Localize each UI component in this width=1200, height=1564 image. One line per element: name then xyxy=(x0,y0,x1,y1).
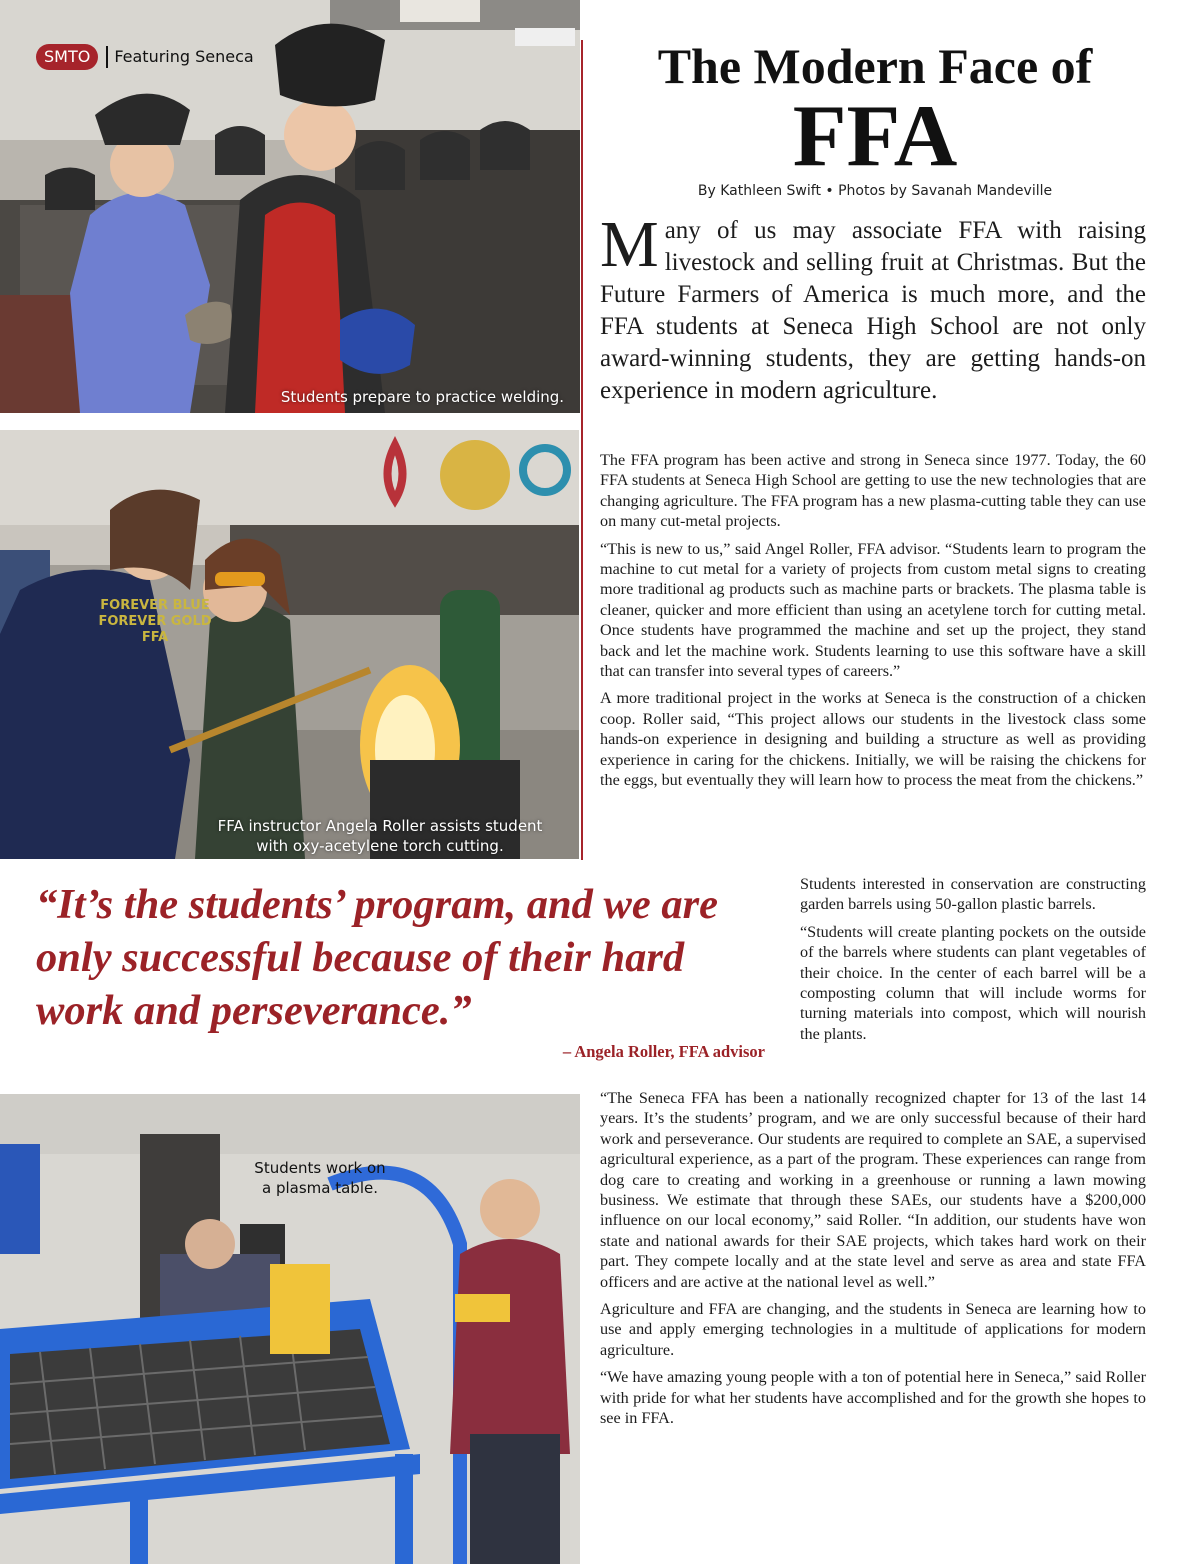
caption-plasma-line1: Students work on xyxy=(254,1159,386,1177)
body-paragraph: “Students will create planting pockets on the outside of the barrels where students can plant vegetables of their choice. In the center of each barrel will be a composting column that will include worms for turning materials into compost, which will nourish the plants. xyxy=(800,922,1146,1043)
body-paragraph: Agriculture and FFA are changing, and the students in Seneca are learning how to use and apply emerging technologies in a multitude of applications for modern agriculture. xyxy=(600,1300,1146,1359)
article-title-line2: FFA xyxy=(792,88,958,185)
body-column-bottom xyxy=(600,1088,1146,1436)
body-column-middle xyxy=(800,874,1146,1051)
section-header xyxy=(36,44,254,70)
photo-torch-cutting xyxy=(0,430,579,859)
column-divider xyxy=(581,40,583,860)
caption-plasma xyxy=(240,1158,400,1198)
article-byline: By Kathleen Swift • Photos by Savanah Mandeville xyxy=(697,183,1053,199)
sweatshirt-print xyxy=(85,598,225,646)
sweatshirt-line2: FOREVER GOLD xyxy=(98,614,212,629)
body-paragraph: The FFA program has been active and strong in Seneca since 1977. Today, the 60 FFA students at Seneca High School are getting to use the new technologies that are changing agriculture. The FFA program has a new plasma-cutting table they can use on many cut-metal projects. xyxy=(600,451,1146,531)
sweatshirt-line1: FOREVER BLUE xyxy=(100,598,210,613)
body-paragraph: A more traditional project in the works at Seneca is the construction of a chicken coop. Roller said, “This project allows our students in the livestock class some hands-on experience in designing and building a structure as well as providing experience in caring for the chickens. Initially, we will be raising the chickens for the eggs, but eventually they will learn how to process the meat from the chickens.” xyxy=(600,689,1146,790)
lead-paragraph xyxy=(600,208,1146,407)
publication-badge: SMTO xyxy=(36,44,98,70)
caption-plasma-line2: a plasma table. xyxy=(262,1179,378,1197)
body-column-top xyxy=(600,450,1146,798)
pull-quote-attribution: – Angela Roller, FFA advisor xyxy=(562,1042,765,1061)
article-title-line1: The Modern Face of xyxy=(657,38,1093,94)
body-paragraph: “This is new to us,” said Angel Roller, FFA advisor. “Students learn to program the machine to cut metal for a variety of projects from custom metal signs to creating more traditional ag products such as machine parts or brackets. The plasma table is cleaner, quicker and more efficient than using an acetylene torch for cutting metal. Once students have programmed the machine and set up the project, they stand back and let the machine work. Students learning to use this software have a skill that can transfer into several types of careers.” xyxy=(600,539,1146,681)
body-paragraph: “We have amazing young people with a ton of potential here in Seneca,” said Roller with pride for what her students have accomplished and for the growth she hopes to see in FFA. xyxy=(600,1368,1146,1428)
sweatshirt-line3: FFA xyxy=(141,630,169,645)
caption-welding: Students prepare to practice welding. xyxy=(280,388,565,406)
caption-torch-line1: FFA instructor Angela Roller assists student xyxy=(217,817,543,835)
photo-plasma-table xyxy=(0,1094,580,1564)
body-paragraph: Students interested in conservation are constructing garden barrels using 50-gallon plastic barrels. xyxy=(800,875,1146,914)
section-label: Featuring Seneca xyxy=(106,46,253,68)
caption-torch-line2: with oxy-acetylene torch cutting. xyxy=(256,837,504,855)
caption-torch xyxy=(200,816,560,856)
drop-cap: M xyxy=(600,208,659,281)
body-paragraph: “The Seneca FFA has been a nationally recognized chapter for 13 of the last 14 years. It’s the students’ program, and we are only successful because of their hard work and perseverance. Our students are required to complete an SAE, a supervised agricultural experience, as a part of the program. These experiences can range from dog care to creating and working in a greenhouse or running a lawn mowing business. We estimate that through these SAEs, our students have a $200,000 influence on our local economy,” said Roller. “In addition, our students have won state and national awards for their SAE projects, which takes hard work on their part. They compete locally and at the state level and serve as area and state FFA officers and are active at the national level as well.” xyxy=(600,1089,1146,1291)
pull-quote: “It’s the students’ program, and we are only successful because of their hard work and perseverance.” xyxy=(36,881,719,1034)
lead-text: any of us may associate FFA with raising livestock and selling fruit at Christmas. But the Future Farmers of America is much more, and the FFA students at Seneca High School are not only award-winning students, they are getting hands-on experience in modern agriculture. xyxy=(600,217,1146,404)
